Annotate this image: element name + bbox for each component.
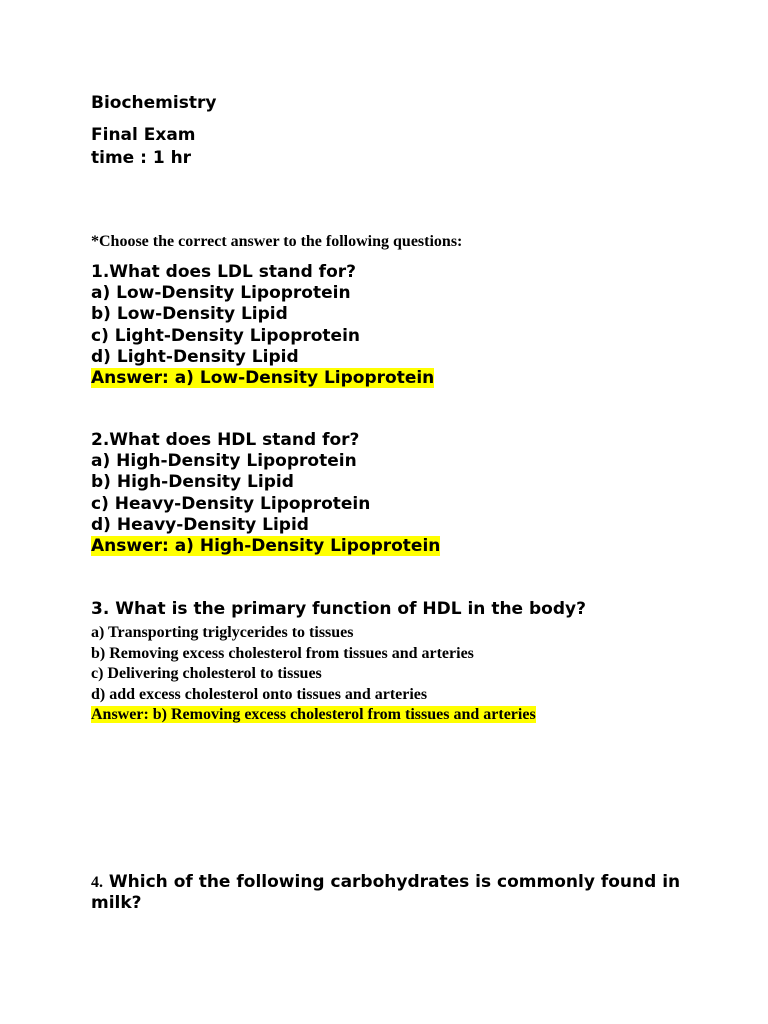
- answer-option: b) Low-Density Lipid: [91, 304, 288, 325]
- answer-option: a) Transporting triglycerides to tissues: [91, 624, 354, 641]
- question-text: 2.What does HDL stand for?: [91, 430, 360, 450]
- question-text: 1.What does LDL stand for?: [91, 262, 356, 282]
- question-text: Which of the following carbohydrates is commonly found in milk?: [91, 872, 681, 914]
- highlighted-answer: Answer: a) High-Density Lipoprotein: [91, 536, 441, 557]
- answer-option: d) Heavy-Density Lipid: [91, 514, 309, 535]
- answer-option: d) Light-Density Lipid: [91, 346, 299, 367]
- question-2: [91, 430, 440, 557]
- answer-option: a) High-Density Lipoprotein: [91, 451, 357, 472]
- answer-option: c) Light-Density Lipoprotein: [91, 325, 361, 346]
- question-3-text: 3. What is the primary function of HDL in the body?: [91, 599, 586, 619]
- answer-option: c) Delivering cholesterol to tissues: [91, 665, 322, 682]
- question-number: 4.: [91, 874, 103, 891]
- highlighted-answer: Answer: b) Removing excess cholesterol from tissues and arteries: [91, 706, 536, 723]
- answer-option: c) Heavy-Density Lipoprotein: [91, 493, 371, 514]
- answer-option: a) Low-Density Lipoprotein: [91, 283, 351, 304]
- answer-option: b) High-Density Lipid: [91, 472, 294, 493]
- instructions: *Choose the correct answer to the following questions:: [91, 233, 463, 250]
- question-1: [91, 262, 434, 389]
- exam-title: Final Exam: [91, 125, 196, 145]
- answer-option: d) add excess cholesterol onto tissues and arteries: [91, 685, 428, 703]
- question-4: [91, 872, 711, 914]
- document-subject: Biochemistry: [91, 93, 217, 113]
- question-3-options: [91, 623, 536, 726]
- exam-header: [91, 124, 196, 170]
- highlighted-answer: Answer: a) Low-Density Lipoprotein: [91, 368, 435, 389]
- exam-time-limit: time : 1 hr: [91, 148, 192, 168]
- answer-option: b) Removing excess cholesterol from tissues and arteries: [91, 644, 474, 662]
